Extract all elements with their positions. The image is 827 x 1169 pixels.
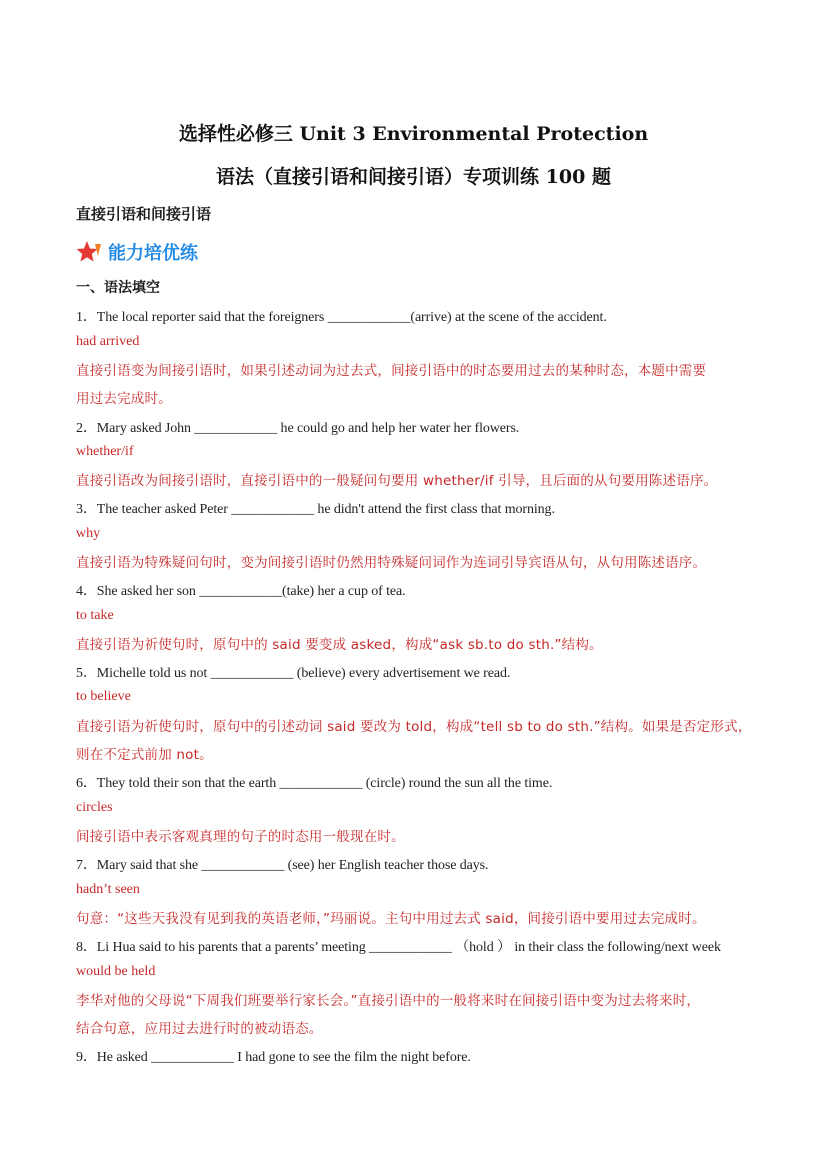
topic-heading: 直接引语和间接引语 [76, 205, 212, 223]
answer-5: to believe [76, 689, 131, 704]
answer-3: why [76, 526, 101, 541]
question-9: 9．He asked ____________ I had gone to see the film the night before. [76, 1050, 471, 1065]
question-7: 7．Mary said that she ____________ (see) her English teacher those days. [76, 858, 489, 873]
answer-8: would be held [76, 964, 156, 979]
explanation-8-line1: 李华对他的父母说“下周我们班要举行家长会。”直接引语中的一般将来时在间接引语中变为过去将来时， [76, 993, 701, 1009]
question-8: 8．Li Hua said to his parents that a parents’ meeting ____________ （hold ） in their class the following/next week [76, 940, 721, 955]
question-1: 1．The local reporter said that the foreigners ____________(arrive) at the scene of the accident. [76, 310, 607, 325]
explanation-6-line1: 间接引语中表示客观真理的句子的时态用一般现在时。 [76, 829, 405, 845]
document-title-line1: 选择性必修三 Unit 3 Environmental Protection [178, 123, 649, 145]
question-6: 6．They told their son that the earth ____________ (circle) round the sun all the time. [76, 776, 553, 791]
explanation-1-line2: 用过去完成时。 [76, 391, 172, 407]
answer-7: hadn’t seen [76, 882, 140, 897]
star-icon [76, 240, 102, 264]
answer-6: circles [76, 800, 113, 815]
explanation-5-line2: 则在不定式前加 not。 [76, 747, 213, 763]
question-2: 2．Mary asked John ____________ he could go and help her water her flowers. [76, 421, 520, 436]
section-banner [76, 238, 198, 266]
explanation-7-line1: 句意：“这些天我没有见到我的英语老师，”玛丽说。主句中用过去式 said，间接引语中要用过去完成时。 [76, 911, 706, 927]
answer-4: to take [76, 608, 114, 623]
explanation-4-line1: 直接引语为祈使句时，原句中的 said 要变成 asked，构成“ask sb.to do sth.”结构。 [76, 637, 603, 653]
question-5: 5．Michelle told us not ____________ (believe) every advertisement we read. [76, 666, 511, 681]
answer-1: had arrived [76, 334, 140, 349]
explanation-2-line1: 直接引语改为间接引语时，直接引语中的一般疑问句要用 whether/if 引导，且后面的从句要用陈述语序。 [76, 473, 718, 489]
banner-label: 能力培优练 [108, 243, 198, 264]
document-title-line2: 语法（直接引语和间接引语）专项训练 100 题 [216, 166, 611, 188]
explanation-1-line1: 直接引语变为间接引语时，如果引述动词为过去式，间接引语中的时态要用过去的某种时态，本题中需要 [76, 363, 707, 379]
question-4: 4．She asked her son ____________(take) her a cup of tea. [76, 584, 406, 599]
question-3: 3．The teacher asked Peter ____________ he didn't attend the first class that morning. [76, 502, 555, 517]
answer-2: whether/if [76, 444, 134, 459]
explanation-3-line1: 直接引语为特殊疑问句时，变为间接引语时仍然用特殊疑问词作为连词引导宾语从句，从句用陈述语序。 [76, 555, 707, 571]
explanation-8-line2: 结合句意，应用过去进行时的被动语态。 [76, 1021, 323, 1037]
explanation-5-line1: 直接引语为祈使句时，原句中的引述动词 said 要改为 told，构成“tell sb to do sth.”结构。如果是否定形式， [76, 719, 752, 735]
section-heading: 一、语法填空 [76, 280, 160, 296]
